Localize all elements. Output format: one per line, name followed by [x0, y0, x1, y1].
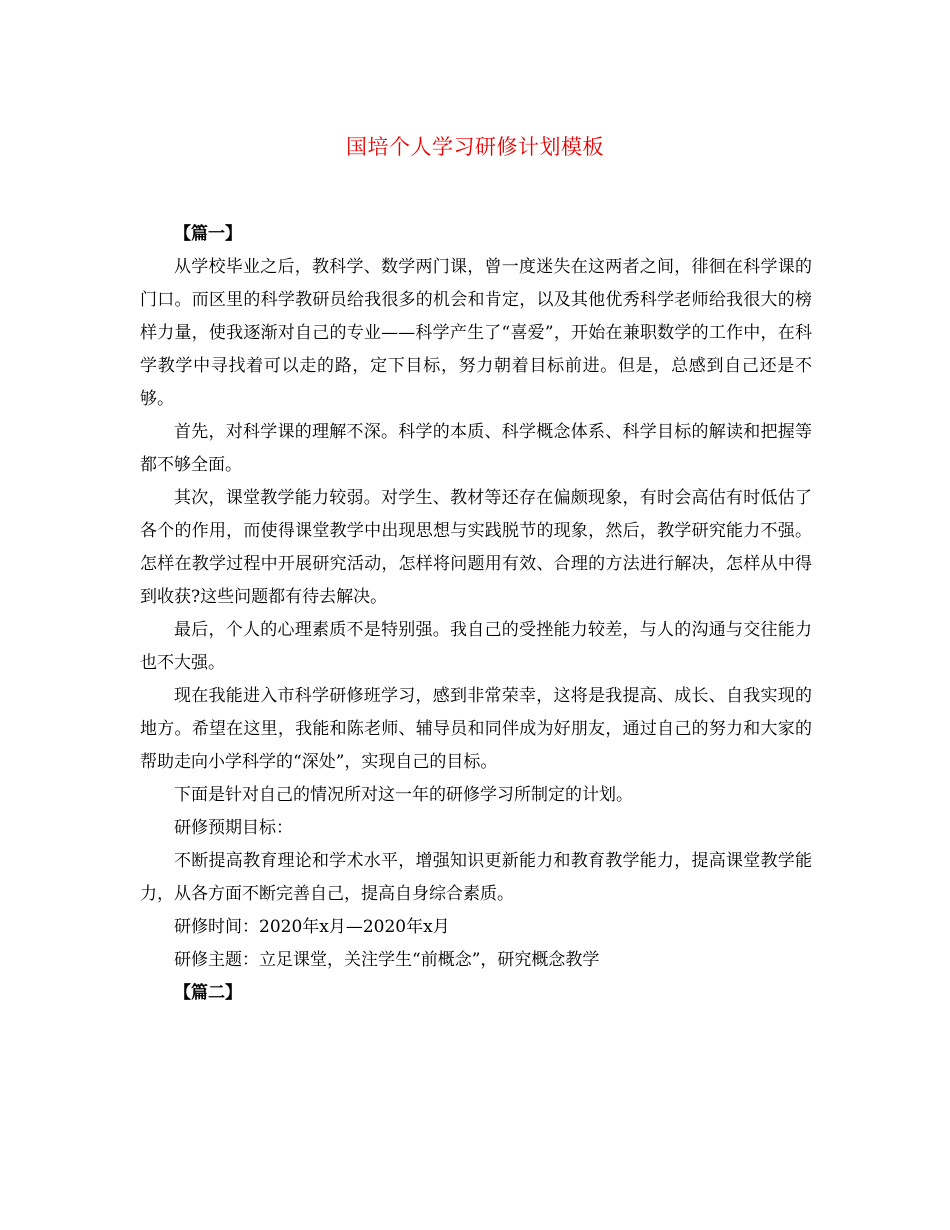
paragraph-intro: 从学校毕业之后，教科学、数学两门课，曾一度迷失在这两者之间，徘徊在科学课的门口。而区里的科学教研员给我很多的机会和肯定，以及其他优秀科学老师给我很大的榜样力量，使我逐渐对自己的专业——科学产生了“喜爱”，开始在兼职数学的工作中，在科学教学中寻找着可以走的路，定下目标，努力朝着目标前进。但是，总感到自己还是不够。 — [140, 257, 812, 409]
paragraph-now: 现在我能进入市科学研修班学习，感到非常荣幸，这将是我提高、成长、自我实现的地方。希望在这里，我能和陈老师、辅导员和同伴成为好朋友，通过自己的努力和大家的帮助走向小学科学的“深处”，实现自己的目标。 — [140, 686, 812, 772]
document-body — [140, 218, 812, 1010]
paragraph-plan-intro: 下面是针对自己的情况所对这一年的研修学习所制定的计划。 — [174, 785, 633, 805]
paragraph-goal: 不断提高教育理论和学术水平，增强知识更新能力和教育教学能力，提高课堂教学能力，从各方面不断完善自己，提高自身综合素质。 — [140, 851, 812, 904]
paragraph-theme: 研修主题：立足课堂，关注学生“前概念”，研究概念教学 — [174, 950, 600, 970]
paragraph-goal-label: 研修预期目标： — [174, 818, 293, 838]
paragraph-last: 最后，个人的心理素质不是特别强。我自己的受挫能力较差，与人的沟通与交往能力也不大强。 — [140, 620, 812, 673]
paragraph-time: 研修时间：2020年x月—2020年x月 — [174, 917, 450, 937]
paragraph-second: 其次，课堂教学能力较弱。对学生、教材等还存在偏颇现象，有时会高估有时低估了各个的作用，而使得课堂教学中出现思想与实践脱节的现象，然后，教学研究能力不强。怎样在教学过程中开展研究活动，怎样将问题用有效、合理的方法进行解决，怎样从中得到收获?这些问题都有待去解决。 — [140, 488, 812, 607]
document-title: 国培个人学习研修计划模板 — [346, 135, 604, 159]
paragraph-first: 首先，对科学课的理解不深。科学的本质、科学概念体系、科学目标的解读和把握等都不够全面。 — [140, 422, 812, 475]
section-heading-1: 【篇一】 — [174, 224, 242, 244]
section-heading-2: 【篇二】 — [174, 983, 242, 1003]
